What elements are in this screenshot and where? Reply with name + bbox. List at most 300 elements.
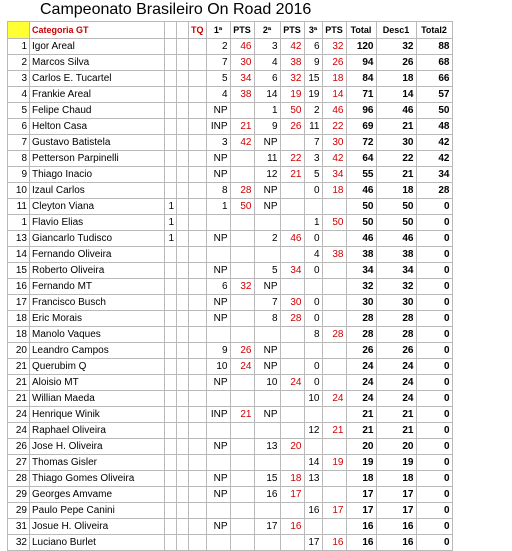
desc1-cell[interactable]: 34 [376,263,416,279]
race2-cell[interactable]: 16 [254,487,280,503]
total2-cell[interactable]: 28 [416,183,452,199]
desc1-cell[interactable]: 38 [376,247,416,263]
tq-mark-cell[interactable] [189,471,207,487]
race2-cell[interactable]: 8 [254,311,280,327]
pts1-cell[interactable]: 30 [230,55,254,71]
desc1-cell[interactable]: 21 [376,423,416,439]
total2-cell[interactable]: 0 [416,535,452,551]
tq-extra-cell[interactable] [177,183,189,199]
total2-cell[interactable]: 0 [416,487,452,503]
desc1-cell[interactable]: 28 [376,311,416,327]
race2-cell[interactable] [254,455,280,471]
race2-cell[interactable]: NP [254,359,280,375]
tq-extra-cell[interactable] [177,359,189,375]
pts3-cell[interactable] [322,471,346,487]
race1-cell[interactable]: 5 [206,71,230,87]
pos-cell[interactable]: 14 [8,247,30,263]
pts3-cell[interactable]: 16 [322,535,346,551]
race3-cell[interactable] [304,519,322,535]
tq-cell[interactable] [165,455,177,471]
pos-cell[interactable]: 15 [8,263,30,279]
pos-cell[interactable]: 9 [8,167,30,183]
pos-cell[interactable]: 24 [8,407,30,423]
race2-cell[interactable]: 10 [254,375,280,391]
total-cell[interactable]: 94 [346,55,376,71]
tq-cell[interactable] [165,103,177,119]
tq-cell[interactable] [165,423,177,439]
pts2-cell[interactable]: 17 [280,487,304,503]
race2-cell[interactable]: NP [254,279,280,295]
pts2-cell[interactable] [280,503,304,519]
tq-extra-cell[interactable] [177,215,189,231]
pos-cell[interactable]: 21 [8,375,30,391]
total2-cell[interactable]: 0 [416,519,452,535]
tq-cell[interactable] [165,279,177,295]
pts1-cell[interactable] [230,487,254,503]
tq-cell[interactable] [165,295,177,311]
tq-extra-cell[interactable] [177,327,189,343]
pts3-cell[interactable] [322,359,346,375]
race2-cell[interactable]: 13 [254,439,280,455]
pts3-cell[interactable]: 18 [322,183,346,199]
name-cell[interactable]: Marcos Silva [30,55,165,71]
race2-cell[interactable]: 7 [254,295,280,311]
pts2-cell[interactable] [280,279,304,295]
race2-cell[interactable]: 15 [254,471,280,487]
name-cell[interactable]: Josue H. Oliveira [30,519,165,535]
pts3-cell[interactable] [322,311,346,327]
name-cell[interactable]: Petterson Parpinelli [30,151,165,167]
tq-extra-cell[interactable] [177,423,189,439]
tq-cell[interactable] [165,87,177,103]
pts3-cell[interactable]: 46 [322,103,346,119]
tq-mark-cell[interactable] [189,135,207,151]
total2-cell[interactable]: 68 [416,55,452,71]
tq-mark-cell[interactable] [189,71,207,87]
race3-cell[interactable]: 0 [304,231,322,247]
name-cell[interactable]: Luciano Burlet [30,535,165,551]
total-cell[interactable]: 96 [346,103,376,119]
pts2-cell[interactable] [280,247,304,263]
total-cell[interactable]: 28 [346,311,376,327]
tq-mark-cell[interactable] [189,199,207,215]
pts2-cell[interactable]: 19 [280,87,304,103]
race2-cell[interactable]: 14 [254,87,280,103]
tq-extra-cell[interactable] [177,455,189,471]
tq-cell[interactable] [165,247,177,263]
pts1-cell[interactable]: 50 [230,199,254,215]
race1-cell[interactable] [206,247,230,263]
race3-cell[interactable]: 0 [304,183,322,199]
pts3-cell[interactable]: 34 [322,167,346,183]
tq-cell[interactable] [165,55,177,71]
race1-cell[interactable]: NP [206,311,230,327]
tq-extra-cell[interactable] [177,199,189,215]
race3-cell[interactable]: 0 [304,375,322,391]
pts3-cell[interactable] [322,343,346,359]
total2-cell[interactable]: 57 [416,87,452,103]
desc1-cell[interactable]: 50 [376,215,416,231]
race2-cell[interactable] [254,247,280,263]
pts1-cell[interactable]: 38 [230,87,254,103]
pts3-cell[interactable] [322,263,346,279]
pos-cell[interactable]: 21 [8,359,30,375]
name-cell[interactable]: Henrique Winik [30,407,165,423]
tq-extra-cell[interactable] [177,247,189,263]
desc1-cell[interactable]: 24 [376,359,416,375]
name-cell[interactable]: Thiago Inacio [30,167,165,183]
total-cell[interactable]: 120 [346,39,376,55]
pts1-header[interactable]: PTS [230,22,254,39]
total-cell[interactable]: 16 [346,535,376,551]
pts2-cell[interactable] [280,423,304,439]
race3-cell[interactable]: 4 [304,247,322,263]
desc1-cell[interactable]: 24 [376,375,416,391]
pts2-cell[interactable]: 20 [280,439,304,455]
pts1-cell[interactable]: 28 [230,183,254,199]
race3-cell[interactable] [304,279,322,295]
tq-cell[interactable]: 1 [165,231,177,247]
pts1-cell[interactable]: 21 [230,407,254,423]
tq-mark-cell[interactable] [189,279,207,295]
tq-cell[interactable] [165,407,177,423]
pos-cell[interactable]: 16 [8,279,30,295]
name-cell[interactable]: Eric Morais [30,311,165,327]
pts1-cell[interactable] [230,263,254,279]
race3-cell[interactable]: 7 [304,135,322,151]
tq-cell[interactable] [165,471,177,487]
desc1-cell[interactable]: 14 [376,87,416,103]
pts2-cell[interactable]: 42 [280,39,304,55]
tq-extra-cell[interactable] [177,295,189,311]
race3-cell[interactable]: 15 [304,71,322,87]
pts1-cell[interactable] [230,231,254,247]
pts1-cell[interactable]: 34 [230,71,254,87]
name-cell[interactable]: Roberto Oliveira [30,263,165,279]
pts3-cell[interactable]: 42 [322,151,346,167]
desc1-cell[interactable]: 16 [376,519,416,535]
desc1-cell[interactable]: 30 [376,295,416,311]
desc1-cell[interactable]: 21 [376,119,416,135]
pts2-cell[interactable] [280,407,304,423]
total-cell[interactable]: 16 [346,519,376,535]
tq-extra-cell[interactable] [177,343,189,359]
desc1-header[interactable]: Desc1 [376,22,416,39]
pts2-cell[interactable]: 16 [280,519,304,535]
race1-cell[interactable]: NP [206,519,230,535]
pts3-cell[interactable]: 14 [322,87,346,103]
pos-cell[interactable]: 27 [8,455,30,471]
race3-cell[interactable]: 11 [304,119,322,135]
pts1-cell[interactable]: 46 [230,39,254,55]
total2-cell[interactable]: 0 [416,391,452,407]
race2-cell[interactable]: 1 [254,103,280,119]
race1-cell[interactable]: NP [206,471,230,487]
race1-cell[interactable] [206,423,230,439]
pts3-cell[interactable]: 21 [322,423,346,439]
desc1-cell[interactable]: 18 [376,183,416,199]
pts2-cell[interactable]: 21 [280,167,304,183]
pts1-cell[interactable] [230,151,254,167]
race1-cell[interactable]: INP [206,407,230,423]
desc1-cell[interactable]: 20 [376,439,416,455]
tq-extra-cell[interactable] [177,71,189,87]
name-cell[interactable]: Izaul Carlos [30,183,165,199]
total2-cell[interactable]: 0 [416,423,452,439]
name-cell[interactable]: Georges Amvame [30,487,165,503]
tq-mark-cell[interactable] [189,375,207,391]
race3-cell[interactable]: 10 [304,391,322,407]
total-cell[interactable]: 24 [346,375,376,391]
tq-extra-cell[interactable] [177,279,189,295]
tq-mark-cell[interactable] [189,183,207,199]
tq-mark-cell[interactable] [189,167,207,183]
pos-cell[interactable]: 10 [8,183,30,199]
pos-cell[interactable]: 1 [8,215,30,231]
total2-cell[interactable]: 88 [416,39,452,55]
desc1-cell[interactable]: 26 [376,55,416,71]
tq-mark-cell[interactable] [189,103,207,119]
total-cell[interactable]: 69 [346,119,376,135]
pts2-cell[interactable]: 18 [280,471,304,487]
desc1-cell[interactable]: 24 [376,391,416,407]
total2-cell[interactable]: 0 [416,263,452,279]
pts3-cell[interactable]: 24 [322,391,346,407]
race3-cell[interactable]: 16 [304,503,322,519]
tq-cell[interactable] [165,439,177,455]
tq-mark-cell[interactable] [189,535,207,551]
pts2-cell[interactable] [280,343,304,359]
race2-cell[interactable] [254,503,280,519]
race1-cell[interactable]: NP [206,231,230,247]
tq-mark-cell[interactable] [189,487,207,503]
tq-mark-cell[interactable] [189,503,207,519]
race2-cell[interactable] [254,215,280,231]
total2-cell[interactable]: 34 [416,167,452,183]
race2-cell[interactable]: NP [254,183,280,199]
race1-cell[interactable]: 6 [206,279,230,295]
pts1-cell[interactable]: 26 [230,343,254,359]
tq-extra-cell[interactable] [177,151,189,167]
pts3-cell[interactable]: 30 [322,135,346,151]
pos-cell[interactable]: 31 [8,519,30,535]
name-cell[interactable]: Frankie Areal [30,87,165,103]
pts2-cell[interactable]: 50 [280,103,304,119]
tq-mark-cell[interactable] [189,519,207,535]
race2-cell[interactable]: 11 [254,151,280,167]
desc1-cell[interactable]: 28 [376,327,416,343]
total-cell[interactable]: 17 [346,503,376,519]
race3-cell[interactable] [304,407,322,423]
tq-mark-cell[interactable] [189,439,207,455]
race2-cell[interactable]: 12 [254,167,280,183]
pts3-cell[interactable] [322,487,346,503]
pts1-cell[interactable] [230,423,254,439]
total2-cell[interactable]: 0 [416,439,452,455]
tq-cell[interactable] [165,519,177,535]
pts3-cell[interactable]: 18 [322,71,346,87]
race3-cell[interactable]: 9 [304,55,322,71]
tq-extra-cell[interactable] [177,39,189,55]
total-cell[interactable]: 26 [346,343,376,359]
tq-cell[interactable] [165,343,177,359]
pts1-cell[interactable] [230,519,254,535]
pts1-cell[interactable] [230,311,254,327]
total-cell[interactable]: 50 [346,215,376,231]
total2-cell[interactable]: 0 [416,359,452,375]
tq-extra-cell[interactable] [177,119,189,135]
race1-cell[interactable] [206,535,230,551]
tq-extra-cell[interactable] [177,87,189,103]
desc1-cell[interactable]: 17 [376,503,416,519]
total2-cell[interactable]: 0 [416,407,452,423]
pts1-cell[interactable]: 24 [230,359,254,375]
name-cell[interactable]: Paulo Pepe Canini [30,503,165,519]
pts3-header[interactable]: PTS [322,22,346,39]
total2-cell[interactable]: 0 [416,471,452,487]
tq-mark-cell[interactable] [189,359,207,375]
pts1-cell[interactable] [230,503,254,519]
total2-cell[interactable]: 0 [416,295,452,311]
race3-cell[interactable]: 12 [304,423,322,439]
name-cell[interactable]: Fernando MT [30,279,165,295]
total-cell[interactable]: 28 [346,327,376,343]
pos-cell[interactable]: 4 [8,87,30,103]
total2-cell[interactable]: 0 [416,279,452,295]
total2-cell[interactable]: 0 [416,375,452,391]
pts1-cell[interactable] [230,167,254,183]
total-cell[interactable]: 21 [346,407,376,423]
pos-cell[interactable]: 18 [8,311,30,327]
race2-cell[interactable]: 3 [254,39,280,55]
pts2-cell[interactable] [280,199,304,215]
total-cell[interactable]: 34 [346,263,376,279]
desc1-cell[interactable]: 16 [376,535,416,551]
name-cell[interactable]: Helton Casa [30,119,165,135]
total-cell[interactable]: 30 [346,295,376,311]
desc1-cell[interactable]: 32 [376,39,416,55]
name-cell[interactable]: Gustavo Batistela [30,135,165,151]
desc1-cell[interactable]: 30 [376,135,416,151]
tq-cell[interactable] [165,535,177,551]
tq-mark-cell[interactable] [189,295,207,311]
pos-cell[interactable]: 5 [8,103,30,119]
pos-cell[interactable]: 28 [8,471,30,487]
total-cell[interactable]: 46 [346,231,376,247]
race1-cell[interactable]: INP [206,119,230,135]
pts1-cell[interactable] [230,103,254,119]
corner-cell[interactable] [8,22,30,39]
tq-extra-cell[interactable] [177,519,189,535]
tq-mark-cell[interactable] [189,423,207,439]
pts1-cell[interactable] [230,471,254,487]
desc1-cell[interactable]: 22 [376,151,416,167]
pts3-cell[interactable] [322,295,346,311]
race2-cell[interactable]: 9 [254,119,280,135]
race3-cell[interactable] [304,343,322,359]
pos-cell[interactable]: 7 [8,135,30,151]
name-cell[interactable]: Manolo Vaques [30,327,165,343]
pts1-cell[interactable] [230,295,254,311]
total-cell[interactable]: 24 [346,359,376,375]
race2-cell[interactable] [254,535,280,551]
race1-cell[interactable]: 7 [206,55,230,71]
total-header[interactable]: Total [346,22,376,39]
tq-extra-cell[interactable] [177,535,189,551]
race1-cell[interactable]: NP [206,103,230,119]
tq-mark-cell[interactable] [189,263,207,279]
desc1-cell[interactable]: 26 [376,343,416,359]
pts1-cell[interactable] [230,455,254,471]
race3-cell[interactable]: 13 [304,471,322,487]
pts3-cell[interactable] [322,231,346,247]
tq-mark-cell[interactable] [189,391,207,407]
total-cell[interactable]: 84 [346,71,376,87]
race2-cell[interactable]: 4 [254,55,280,71]
race1-cell[interactable]: 10 [206,359,230,375]
race1-cell[interactable] [206,391,230,407]
race1-cell[interactable]: NP [206,151,230,167]
name-cell[interactable]: Carlos E. Tucartel [30,71,165,87]
blank-header[interactable] [177,22,189,39]
tq-extra-cell[interactable] [177,407,189,423]
pts1-cell[interactable]: 21 [230,119,254,135]
pts3-cell[interactable]: 19 [322,455,346,471]
pts2-cell[interactable] [280,135,304,151]
race1-cell[interactable]: 4 [206,87,230,103]
tq-cell[interactable] [165,263,177,279]
tq-mark-cell[interactable] [189,87,207,103]
tq-extra-cell[interactable] [177,439,189,455]
race1-cell[interactable] [206,215,230,231]
tq-mark-cell[interactable] [189,407,207,423]
race2-cell[interactable]: NP [254,199,280,215]
total2-cell[interactable]: 0 [416,327,452,343]
total-cell[interactable]: 46 [346,183,376,199]
total-cell[interactable]: 19 [346,455,376,471]
pts2-cell[interactable]: 32 [280,71,304,87]
race1-cell[interactable]: 2 [206,39,230,55]
pts3-cell[interactable]: 17 [322,503,346,519]
race3-cell[interactable]: 0 [304,359,322,375]
total-cell[interactable]: 72 [346,135,376,151]
pos-cell[interactable]: 13 [8,231,30,247]
race1-cell[interactable]: NP [206,167,230,183]
race2-cell[interactable] [254,391,280,407]
tq-cell[interactable] [165,375,177,391]
race1-cell[interactable]: 9 [206,343,230,359]
tq-cell[interactable] [165,327,177,343]
total2-header[interactable]: Total2 [416,22,452,39]
race3-cell[interactable]: 0 [304,311,322,327]
pts3-cell[interactable] [322,199,346,215]
total-cell[interactable]: 20 [346,439,376,455]
desc1-cell[interactable]: 32 [376,279,416,295]
race1-cell[interactable]: 8 [206,183,230,199]
total-cell[interactable]: 24 [346,391,376,407]
race3-cell[interactable]: 17 [304,535,322,551]
name-cell[interactable]: Jose H. Oliveira [30,439,165,455]
total-cell[interactable]: 32 [346,279,376,295]
tq-mark-cell[interactable] [189,119,207,135]
desc1-cell[interactable]: 50 [376,199,416,215]
pts1-cell[interactable] [230,327,254,343]
pos-cell[interactable]: 3 [8,71,30,87]
pts2-cell[interactable]: 30 [280,295,304,311]
race2-cell[interactable] [254,423,280,439]
total-cell[interactable]: 18 [346,471,376,487]
race3-cell[interactable]: 0 [304,263,322,279]
